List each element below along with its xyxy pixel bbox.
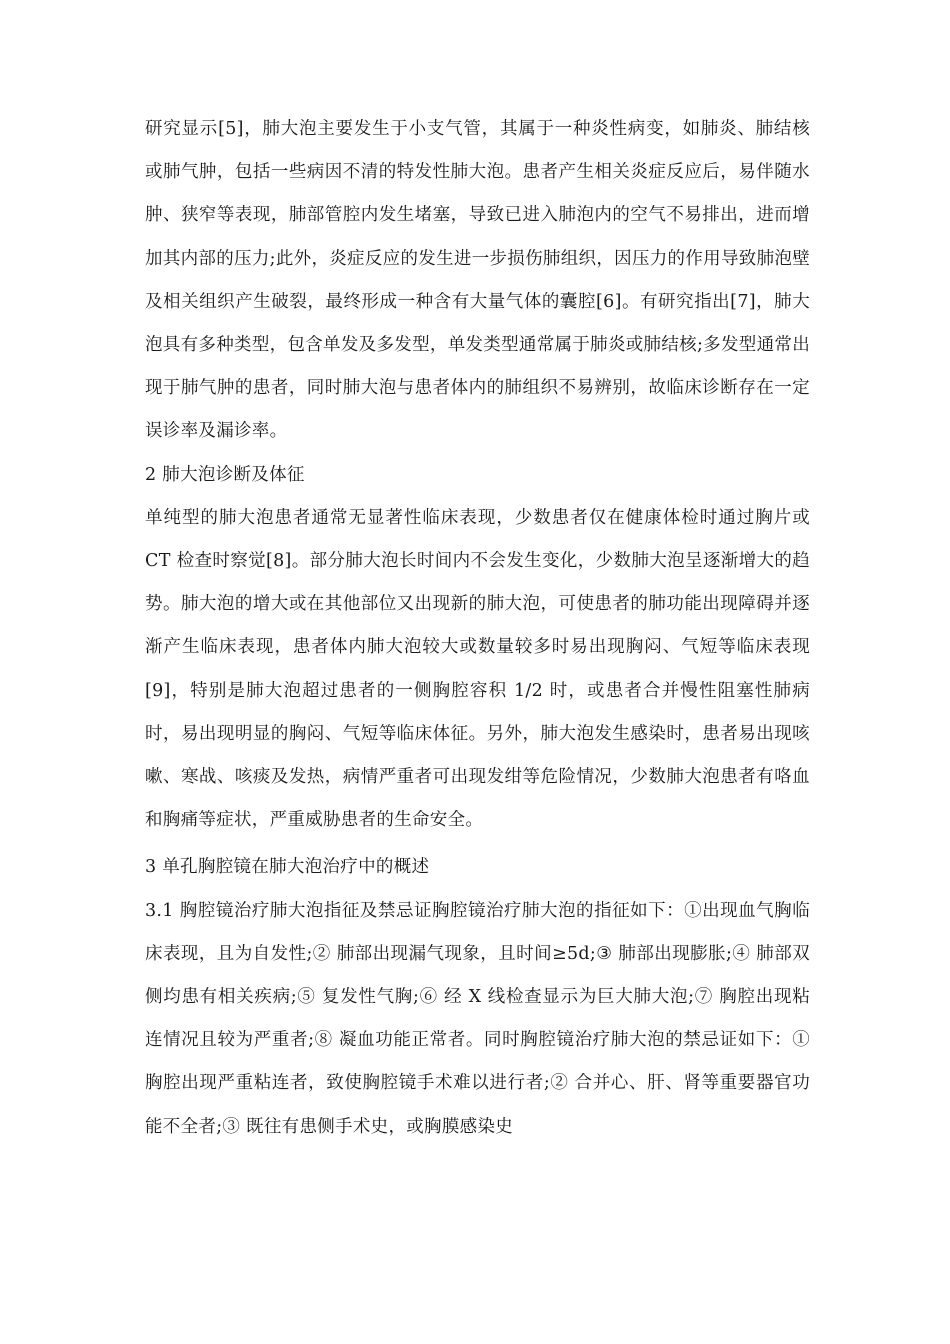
section-heading-thoracoscopy: 3 单孔胸腔镜在肺大泡治疗中的概述 [145, 857, 430, 878]
document-body [145, 108, 810, 1149]
paragraph-diagnosis: 单纯型的肺大泡患者通常无显著性临床表现，少数患者仅在健康体检时通过胸片或 CT 检查时察觉[8]。部分肺大泡长时间内不会发生变化，少数肺大泡呈逐渐增大的趋势。肺大泡的增大或在其他部位又出现新的肺大泡，可使患者的肺功能出现障碍并逐渐产生临床表现，患者体内肺大泡较大或数量较多时易出现胸闷、气短等临床表现[9]，特别是肺大泡超过患者的一侧胸腔容积 1/2 时，或患者合并慢性阻塞性肺病时，易出现明显的胸闷、气短等临床体征。另外，肺大泡发生感染时，患者易出现咳嗽、寒战、咳痰及发热，病情严重者可出现发绀等危险情况，少数肺大泡患者有咯血和胸痛等症状，严重威胁患者的生命安全。 [145, 507, 810, 831]
section-heading-diagnosis: 2 肺大泡诊断及体征 [145, 464, 305, 485]
paragraph-etiology: 研究显示[5]，肺大泡主要发生于小支气管，其属于一种炎性病变，如肺炎、肺结核或肺气肿，包括一些病因不清的特发性肺大泡。患者产生相关炎症反应后，易伴随水肿、狭窄等表现，肺部管腔内发生堵塞，导致已进入肺泡内的空气不易排出，进而增加其内部的压力;此外，炎症反应的发生进一步损伤肺组织，因压力的作用导致肺泡壁及相关组织产生破裂，最终形成一种含有大量气体的囊腔[6]。有研究指出[7]，肺大泡具有多种类型，包含单发及多发型，单发类型通常属于肺炎或肺结核;多发型通常出现于肺气肿的患者，同时肺大泡与患者体内的肺组织不易辨别，故临床诊断存在一定误诊率及漏诊率。 [145, 119, 810, 442]
paragraph-indications: 3.1 胸腔镜治疗肺大泡指征及禁忌证胸腔镜治疗肺大泡的指征如下：①出现血气胸临床表现，且为自发性;② 肺部出现漏气现象，且时间≥5d;③ 肺部出现膨胀;④ 肺部双侧均患有相关疾病;⑤ 复发性气胸;⑥ 经 X 线检查显示为巨大肺大泡;⑦ 胸腔出现粘连情况且较为严重者;⑧ 凝血功能正常者。同时胸腔镜治疗肺大泡的禁忌证如下：①胸腔出现严重粘连者，致使胸腔镜手术难以进行者;② 合并心、肝、肾等重要器官功能不全者;③ 既往有患侧手术史，或胸膜感染史 [145, 900, 810, 1137]
